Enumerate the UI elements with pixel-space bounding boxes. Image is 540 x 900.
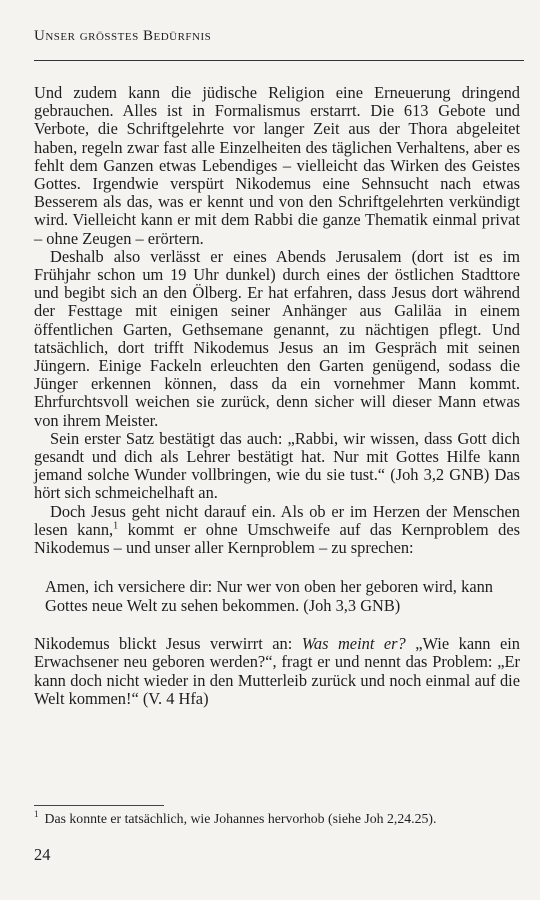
page-number: 24 [34, 845, 51, 864]
paragraph-4-text-b: kommt er ohne Umschweife auf das Kernproblem des Nikodemus – und unser aller Kernproblem – zu sprechen: [34, 519, 521, 558]
running-header: Unser grösstes Bedürfnis [34, 28, 212, 44]
footnote-ref[interactable]: 1 [113, 520, 119, 532]
paragraph-4-text-a: Doch Jesus geht nicht darauf ein. Als ob er im Herzen der Menschen lesen kann, [34, 501, 520, 539]
paragraph-5-italic: Was meint er? [301, 634, 406, 654]
footnote [34, 810, 524, 828]
bible-quote: Amen, ich versichere dir: Nur wer von oben her geboren wird, kann Gottes neue Welt zu sehen bekommen. (Joh 3,3 GNB) [45, 577, 493, 616]
footnote-text: Das konnte er tatsächlich, wie Johannes hervorhob (siehe Joh 2,24.25). [44, 811, 437, 826]
paragraph-4 [34, 503, 520, 558]
paragraph-2: Deshalb also verlässt er eines Abends Jerusalem (dort ist es im Frühjahr schon um 19 Uhr dunkel) durch eines der östlichen Stadttore und begibt sich an den Ölberg. Er hat erfahren, dass Jesus dort während der Festtage mit einigen seiner Anhänger aus Galiläa in einem öffentlichen Garten, Gethsemane genannt, zu nächtigen pflegt. Und tatsächlich, dort trifft Nikodemus Jesus an im Gespräch mit seinen Jüngern. Einige Fackeln erleuchten den Garten genügend, sodass die Jünger erkennen können, dass da ein vornehmer Mann kommt. Ehrfurchtsvoll weichen sie zurück, denn sicher will dieser Mann etwas von ihrem Meister. [34, 246, 520, 430]
paragraph-3: Sein erster Satz bestätigt das auch: „Rabbi, wir wissen, dass Gott dich gesandt und dich als Lehrer bestätigt hat. Nur mit Gottes Hilfe kann jemand solche Wunder vollbringen, wie du sie tust.“ (Joh 3,2 GNB) Das hört sich schmeichelhaft an. [34, 428, 520, 503]
paragraph-1: Und zudem kann die jüdische Religion eine Erneuerung dringend gebrauchen. Alles ist in Formalismus erstarrt. Die 613 Gebote und Verbote, die Schriftgelehrte vor langer Zeit aus der Thora abgeleitet haben, regeln zwar fast alle Einzelheiten des täglichen Verhaltens, aber es fehlt dem Ganzen etwas Lebendiges – vielleicht das Wirken des Geistes Gottes. Irgendwie verspürt Nikodemus eine Sehnsucht nach etwas Besserem als das, was er kennt und von den Schriftgelehrten verkündigt wird. Vielleicht kann er mit dem Rabbi die ganze Thematik einmal privat – ohne Zeugen – erörtern. [34, 83, 520, 248]
footnote-rule [34, 805, 164, 806]
footnote-marker: 1 [34, 809, 39, 820]
paragraph-5-text-b: „Wie kann ein Erwachsener neu geboren werden?“, fragt er und nennt das Problem: „Er kann doch nicht wieder in den Mutterleib zurück und noch einmal auf die Welt kommen!“ (V. 4 Hfa) [34, 634, 520, 708]
header-rule [34, 60, 524, 61]
paragraph-5 [34, 635, 520, 708]
paragraph-5-text-a: Nikodemus blickt Jesus verwirrt an: [34, 634, 302, 654]
body-text [34, 84, 520, 708]
